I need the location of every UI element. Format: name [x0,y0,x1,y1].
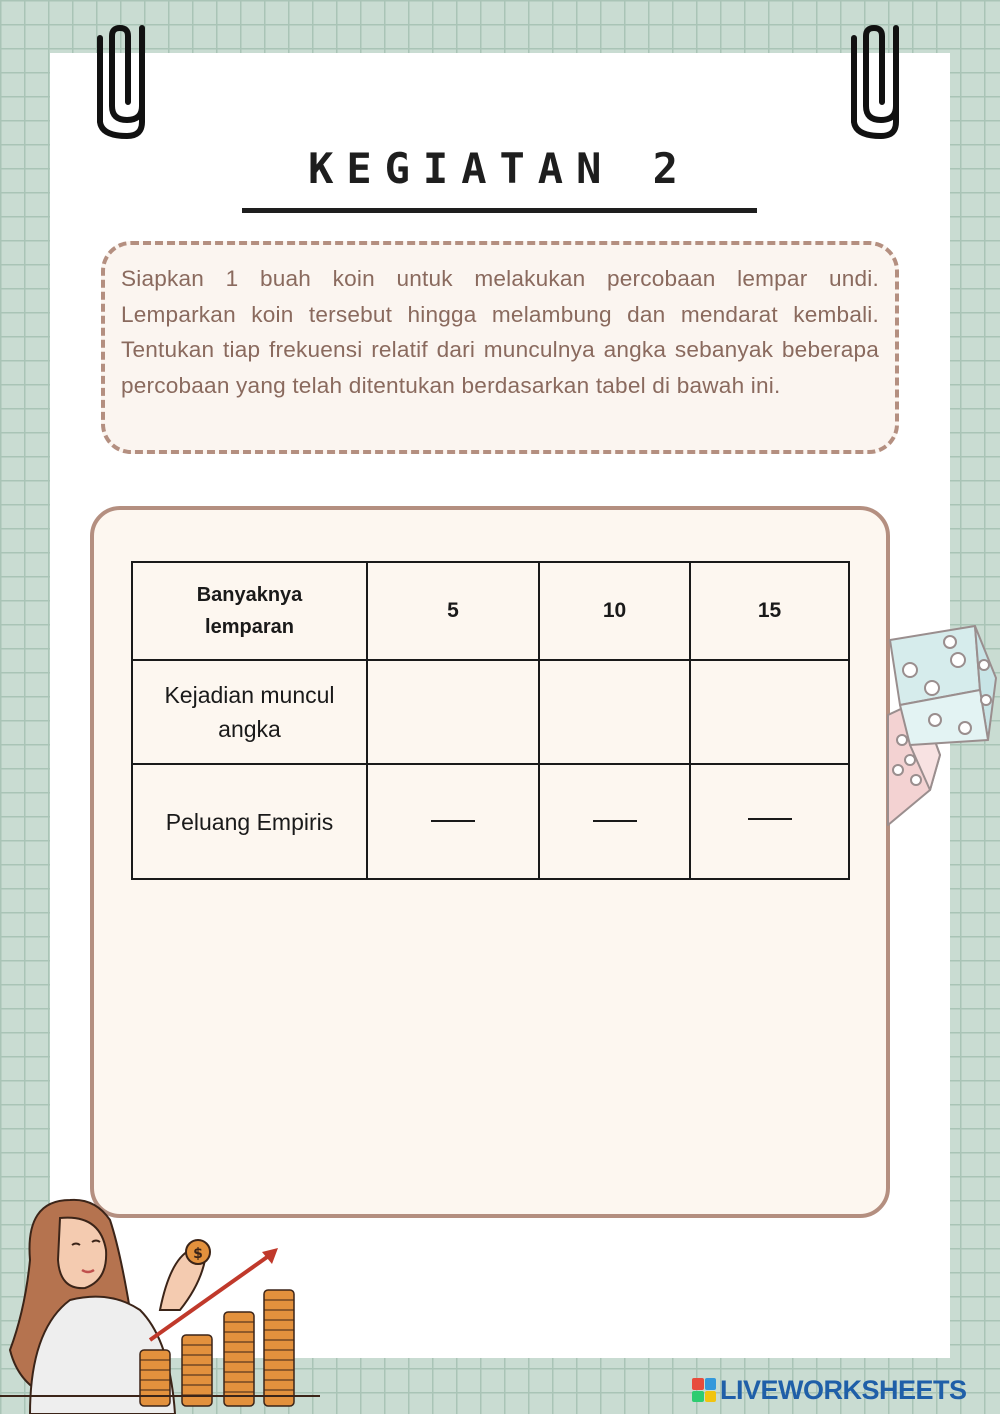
row1-label-line1: Kejadian muncul [164,682,335,708]
title-underline [242,208,757,213]
row1-label-line2: angka [218,716,281,742]
answer-cell-empirical-5[interactable] [367,764,539,879]
instruction-text: Siapkan 1 buah koin untuk melakukan percobaan lempar undi. Lemparkan koin tersebut hingga melambung dan mendarat kembali. Tentukan tiap frekuensi relatif dari munculnya angka sebanyak beberapa percobaan yang telah ditentukan berdasarkan tabel di bawah ini. [121,266,879,398]
answer-cell-empirical-10[interactable] [539,764,690,879]
paperclip-right-icon [850,22,912,142]
woman-coins-illustration [0,1190,330,1414]
row-label-empirical: Peluang Empiris [132,764,367,879]
table-row-empirical [132,764,849,879]
page-title: KEGIATAN 2 [308,144,691,193]
liveworksheets-watermark [692,1374,967,1406]
table-row-occurrence [132,660,849,764]
answer-cell-occurrence-5[interactable] [367,660,539,764]
header-cell-15: 15 [690,562,849,660]
liveworksheets-logo-icon [692,1378,716,1402]
watermark-text: LIVEWORKSHEETS [720,1374,967,1405]
answer-cell-occurrence-10[interactable] [539,660,690,764]
fraction-line [431,820,475,822]
header-cell-throws [132,562,367,660]
header-cell-10: 10 [539,562,690,660]
answer-cell-empirical-15[interactable] [690,764,849,879]
instruction-box [101,241,899,454]
answer-cell-occurrence-15[interactable] [690,660,849,764]
dice-icon [880,620,1000,830]
header-label-line1: Banyaknya [196,584,303,606]
table-header-row [132,562,849,660]
probability-table [131,561,850,880]
fraction-line [748,818,792,820]
fraction-line [593,820,637,822]
header-label-line2: lemparan [205,616,294,638]
paperclip-left-icon [96,22,158,142]
row-label-occurrence [132,660,367,764]
header-cell-5: 5 [367,562,539,660]
svg-text:$: $ [193,1246,203,1262]
